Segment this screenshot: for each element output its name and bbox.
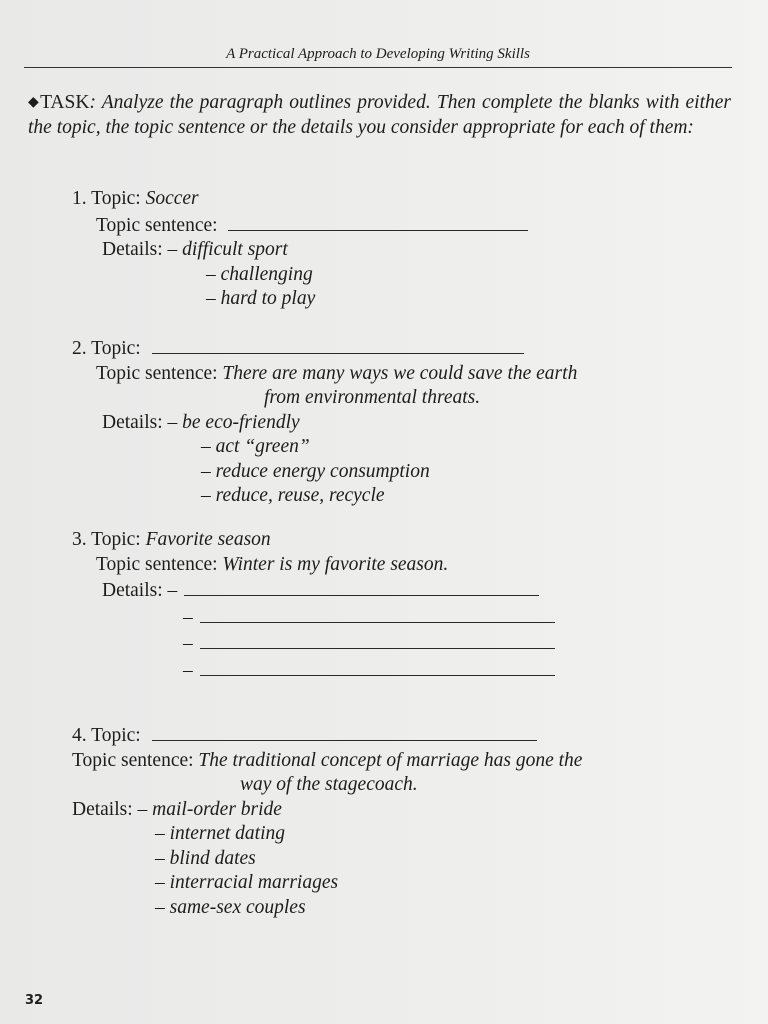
diamond-bullet-icon: ◆	[28, 95, 41, 110]
topic-label: Topic:	[91, 338, 141, 359]
details-label: Details:	[72, 798, 133, 820]
header-rule	[24, 67, 732, 68]
detail-item: – reduce, reuse, recycle	[201, 485, 385, 506]
detail-item: – reduce energy consumption	[201, 460, 430, 482]
detail-item: – blind dates	[155, 847, 256, 869]
detail-item: – same-sex couples	[155, 896, 306, 918]
detail-item: – difficult sport	[167, 239, 288, 260]
topic-sentence-continuation: way of the stagecoach.	[240, 774, 418, 795]
topic-value: Soccer	[145, 188, 199, 209]
detail-item: – act “green”	[201, 436, 310, 457]
topic-label: Topic:	[91, 725, 141, 746]
detail-item: – hard to play	[206, 288, 316, 309]
topic-sentence-continuation: from environmental threats.	[264, 387, 481, 408]
item-number: 1.	[72, 188, 87, 209]
detail-dash: –	[183, 606, 193, 628]
topic-label: Topic:	[91, 529, 141, 550]
detail-item: – internet dating	[155, 823, 285, 844]
details-label: Details:	[102, 580, 163, 601]
detail-blank[interactable]	[200, 630, 555, 649]
detail-item: – challenging	[206, 263, 313, 285]
detail-item: – be eco-friendly	[167, 411, 300, 433]
running-title: A Practical Approach to Developing Writing Skills	[226, 46, 530, 62]
task-instruction-text: : Analyze the paragraph outlines provided. Then complete the blanks with either the topic, the topic sentence or the details you consider appropriate for each of them:	[28, 92, 731, 138]
outline-item-2	[72, 335, 577, 509]
topic-sentence-label: Topic sentence:	[96, 214, 218, 236]
outline-item-3	[72, 528, 555, 683]
topic-sentence-blank[interactable]	[228, 212, 528, 231]
topic-blank[interactable]	[152, 722, 537, 741]
item-number: 3.	[72, 529, 87, 550]
details-label: Details:	[102, 411, 163, 433]
item-number: 4.	[72, 725, 87, 746]
details-label: Details:	[102, 239, 163, 260]
topic-sentence-label: Topic sentence:	[96, 553, 218, 575]
topic-sentence-text: There are many ways we could save the earth	[222, 362, 578, 384]
detail-blank[interactable]	[200, 604, 555, 623]
topic-label: Topic:	[91, 188, 141, 209]
detail-blank[interactable]	[200, 657, 555, 676]
topic-sentence-text: The traditional concept of marriage has gone the	[198, 749, 583, 771]
page-number: 32	[25, 993, 44, 1008]
topic-sentence-label: Topic sentence:	[96, 362, 218, 384]
task-instructions	[28, 91, 731, 140]
detail-item: – interracial marriages	[155, 872, 339, 893]
detail-dash: –	[167, 580, 178, 601]
topic-sentence-label: Topic sentence:	[72, 749, 194, 771]
item-number: 2.	[72, 338, 87, 359]
detail-blank[interactable]	[184, 577, 539, 596]
task-label: TASK	[40, 92, 90, 113]
detail-dash: –	[183, 659, 193, 681]
topic-value: Favorite season	[145, 529, 271, 550]
detail-dash: –	[183, 633, 193, 654]
detail-item: – mail-order bride	[137, 798, 282, 820]
topic-blank[interactable]	[152, 335, 524, 354]
outline-item-4	[72, 722, 582, 920]
topic-sentence-text: Winter is my favorite season.	[222, 553, 449, 575]
outline-item-1	[72, 187, 528, 312]
